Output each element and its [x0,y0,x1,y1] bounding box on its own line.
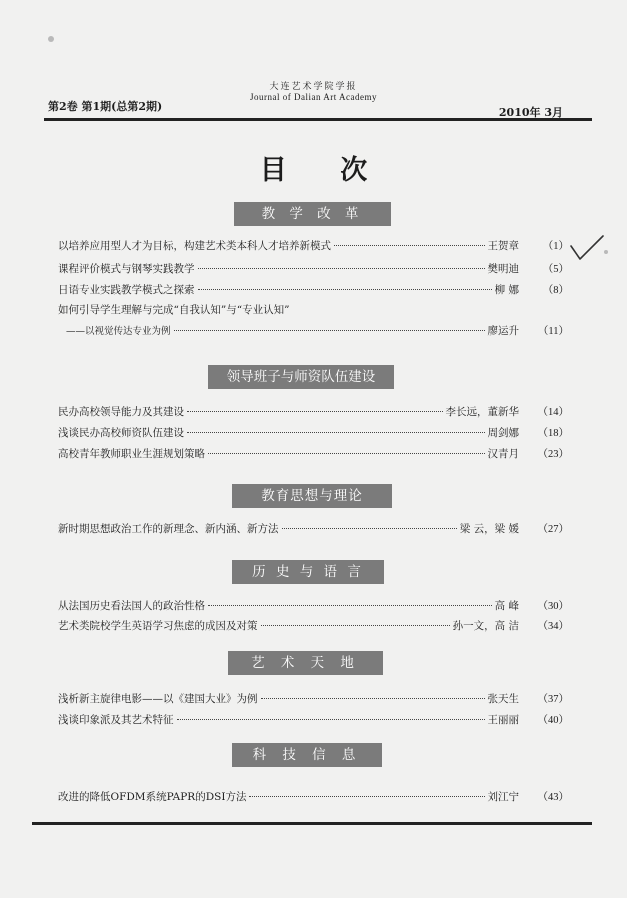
toc-entry[interactable] [58,261,569,276]
entry-page: （43） [537,792,569,803]
entry-author: 樊明迪 [487,263,519,275]
volume-issue: 第2卷 第1期(总第2期) [48,100,163,113]
entry-page: （5） [542,264,569,275]
dot-leader [261,698,485,699]
section-heading-art-world: 艺 术 天 地 [228,651,383,675]
entry-author: 周剑娜 [487,427,519,439]
entry-subtitle: ——以视觉传达专业为例 [66,326,171,337]
dot-leader [261,625,450,626]
entry-title: 民办高校领导能力及其建设 [58,406,184,418]
toc-entry[interactable] [58,691,569,706]
entry-page: （8） [542,285,569,296]
dot-leader [249,796,484,797]
entry-title: 改进的降低OFDM系统PAPR的DSI方法 [58,791,247,803]
entry-page: （23） [537,449,569,460]
toc-entry-title-line[interactable] [58,302,569,317]
toc-entry[interactable] [58,789,569,804]
entry-author: 梁 云，梁 媛 [459,523,519,535]
dot-leader [174,330,485,331]
entry-title: 如何引导学生理解与完成“自我认知”与“专业认知” [58,304,290,316]
check-mark-icon [569,233,605,263]
scan-speck [48,36,54,42]
entry-author: 高 峰 [494,600,519,612]
dot-leader [282,528,457,529]
section-heading-teaching-reform: 教 学 改 革 [234,202,391,226]
toc-entry[interactable] [58,521,569,536]
issue-date: 2010年 3月 [498,106,563,119]
toc-entry[interactable] [58,712,569,727]
entry-title: 高校青年教师职业生涯规划策略 [58,448,205,460]
entry-author: 柳 娜 [494,284,519,296]
section-heading-education-thought: 教育思想与理论 [232,484,392,508]
entry-author: 汉青月 [487,448,519,460]
entry-page: （40） [537,715,569,726]
entry-title: 浅谈印象派及其艺术特征 [58,714,174,726]
entry-author: 张天生 [487,693,519,705]
entry-author: 刘江宁 [487,791,519,803]
entry-title: 艺术类院校学生英语学习焦虑的成因及对策 [58,620,258,632]
toc-entry[interactable] [58,282,569,297]
footer-rule [32,822,592,825]
section-heading-science-tech: 科 技 信 息 [232,743,382,767]
section-heading-leadership-faculty: 领导班子与师资队伍建设 [208,365,394,389]
entry-page: （11） [537,326,569,337]
toc-entry[interactable] [58,618,569,633]
section-heading-history-language: 历 史 与 语 言 [232,560,384,584]
entry-author: 王贺章 [487,240,519,252]
entry-title: 从法国历史看法国人的政治性格 [58,600,205,612]
entry-title: 浅谈民办高校师资队伍建设 [58,427,184,439]
dot-leader [177,719,485,720]
dot-leader [208,605,492,606]
dot-leader [198,268,485,269]
entry-title: 课程评价模式与钢琴实践教学 [58,263,195,275]
entry-page: （1） [542,241,569,252]
toc-entry[interactable] [58,446,569,461]
entry-page: （30） [537,601,569,612]
entry-page: （14） [537,407,569,418]
toc-entry[interactable] [58,425,569,440]
entry-page: （34） [537,621,569,632]
toc-entry[interactable] [58,404,569,419]
toc-title: 目 次 [259,155,390,186]
entry-title: 以培养应用型人才为目标，构建艺术类本科人才培养新模式 [58,240,331,252]
toc-entry[interactable] [66,323,569,338]
entry-title: 浅析新主旋律电影——以《建国大业》为例 [58,693,258,705]
entry-author: 孙一文，高 洁 [452,620,519,632]
entry-author: 廖运升 [487,325,519,337]
dot-leader [187,432,485,433]
journal-name-cn: 大连艺术学院学报 [269,82,358,92]
entry-author: 李长远，董新华 [445,406,519,418]
toc-entry[interactable] [58,598,569,613]
dot-leader [187,411,443,412]
dot-leader [198,289,492,290]
journal-name-en: Journal of Dalian Art Academy [250,92,377,102]
header-rule [44,118,592,121]
toc-entry[interactable] [58,238,569,253]
dot-leader [208,453,485,454]
entry-page: （27） [537,524,569,535]
entry-title: 日语专业实践教学模式之探索 [58,284,195,296]
entry-title: 新时期思想政治工作的新理念、新内涵、新方法 [58,523,279,535]
entry-page: （37） [537,694,569,705]
dot-leader [334,245,485,246]
entry-page: （18） [537,428,569,439]
entry-author: 王丽丽 [487,714,519,726]
